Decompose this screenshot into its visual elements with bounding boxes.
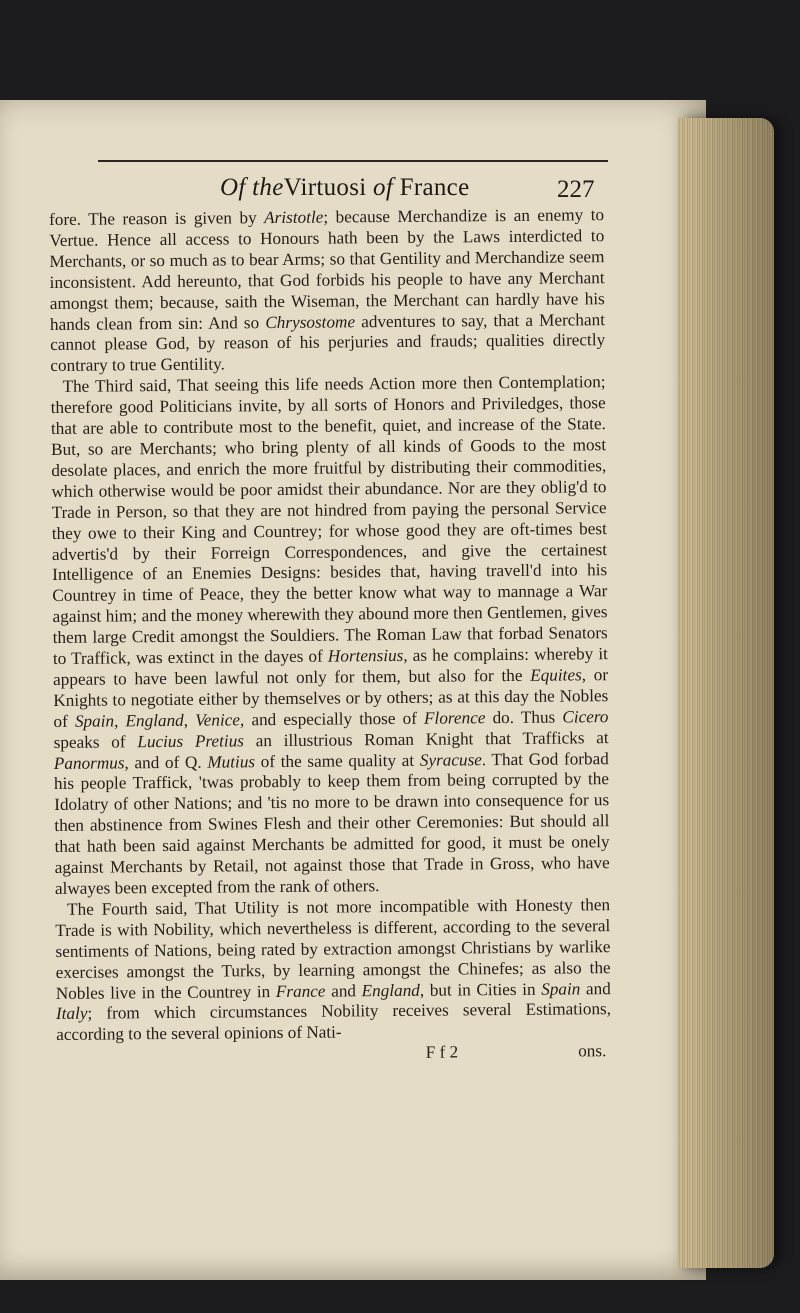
header-prefix: Of (220, 174, 246, 201)
italic-term: Florence (423, 707, 486, 728)
paragraph-3: The Fourth said, That Utility is not more incompatible with Honesty then Trade is with Nobility, which nevertheless is different, according to the several sentiments of Nations, being rated by extraction amongst Christians by warlike exercises amongst the Turks, by learning amongst the Chinefes; as also the Nobles live in the Countrey in France and England, but in Cities in Spain and Italy; from which circumstances Nobility receives several Estimations, according to the several opinions of Nati- (55, 895, 612, 1045)
italic-term: Hortensius (327, 645, 404, 666)
italic-term: Aristotle (264, 207, 324, 228)
body-text (49, 205, 611, 1067)
running-header (220, 174, 469, 202)
paragraph-2: The Third said, That seeing this life needs Action more then Contemplation; therefore good Politicians invite, by all sorts of Honors and Priviledges, those that are able to contribute most to the benefit, quiet, and increase of the State. But, so are Merchants; who bring plenty of all kinds of Goods to the most desolate places, and enrich the more fruitful by distributing their commodities, which otherwise would be poor amidst their abundance. Nor are they oblig'd to Trade in Person, so that they are not hindred from paying the personal Service they owe to their King and Countrey; for whose good they are oft-times best advertis'd by their Forreign Correspondences, and give the certainest Intelligence of an Enemies Designs: besides that, having travell'd into his Countrey in time of Peace, they the better know what way to mannage a War against him; and the money wherewith they abound more then Gentlemen, gives them large Credit amongst the Souldiers. The Roman Law that forbad Senators to Traffick, was extinct in the dayes of Hortensius, as he complains: whereby it appears to have been lawful not only for them, but also for the Equites, or Knights to negotiate either by themselves or by others; as at this day the Nobles of Spain, England, Venice, and especially those of Florence do. Thus Cicero speaks of Lucius Pretius an illustrious Roman Knight that Trafficks at Panormus, and of Q. Mutius of the same quality at Syracuse. That God forbad his people Traffick, 'twas probably to keep them from being corrupted by the Idolatry of other Nations; and 'tis no more to be drawn into consequence for us then abstinence from Swines Flesh and their other Ceremonies: But should all that hath been said against Merchants be admitted for good, it must be onely against Merchants by Retail, not against those that Trade in Gross, who have alwayes been excepted from the rank of others. (50, 372, 610, 898)
page-number: 227 (557, 176, 595, 203)
italic-term: Mutius (207, 751, 256, 772)
italic-term: Venice (195, 710, 241, 730)
header-of: of (373, 174, 394, 201)
header-rule (98, 160, 608, 162)
italic-term: Spain (74, 711, 115, 731)
italic-term: France (275, 981, 326, 1001)
italic-term: Equites (530, 665, 582, 685)
paragraph-1: fore. The reason is given by Aristotle; because Merchandize is an enemy to Vertue. Hence all access to Honours hath been by the Laws interdicted to Merchants, or so much as to bear Arms; so that Gentility and Merchandize seem inconsistent. Add hereunto, that God forbids his people to have any Merchant amongst them; because, saith the Wiseman, the Merchant can hardly have his hands clean from sin: And so Chrysostome adventures to say, that a Merchant cannot please God, by reason of his perjuries and frauds; qualities directly contrary to true Gentility. (49, 205, 606, 376)
italic-term: Syracuse (419, 749, 482, 770)
page-edge-shadow (690, 118, 774, 1268)
italic-term: Italy (55, 1004, 88, 1024)
catchword: ons. (578, 1041, 607, 1061)
italic-term: England (361, 980, 420, 1000)
italic-term: Spain (541, 978, 581, 999)
italic-term: Chrysostome (265, 311, 356, 332)
signature-mark: F f 2 (425, 1042, 459, 1062)
header-the: the (252, 174, 284, 201)
italic-term: Lucius Pretius (137, 730, 245, 751)
italic-term: Panormus (53, 752, 125, 773)
italic-term: Cicero (562, 706, 609, 727)
italic-term: England (125, 710, 184, 731)
header-main: Virtuosi (283, 174, 367, 201)
header-country: France (399, 174, 470, 201)
